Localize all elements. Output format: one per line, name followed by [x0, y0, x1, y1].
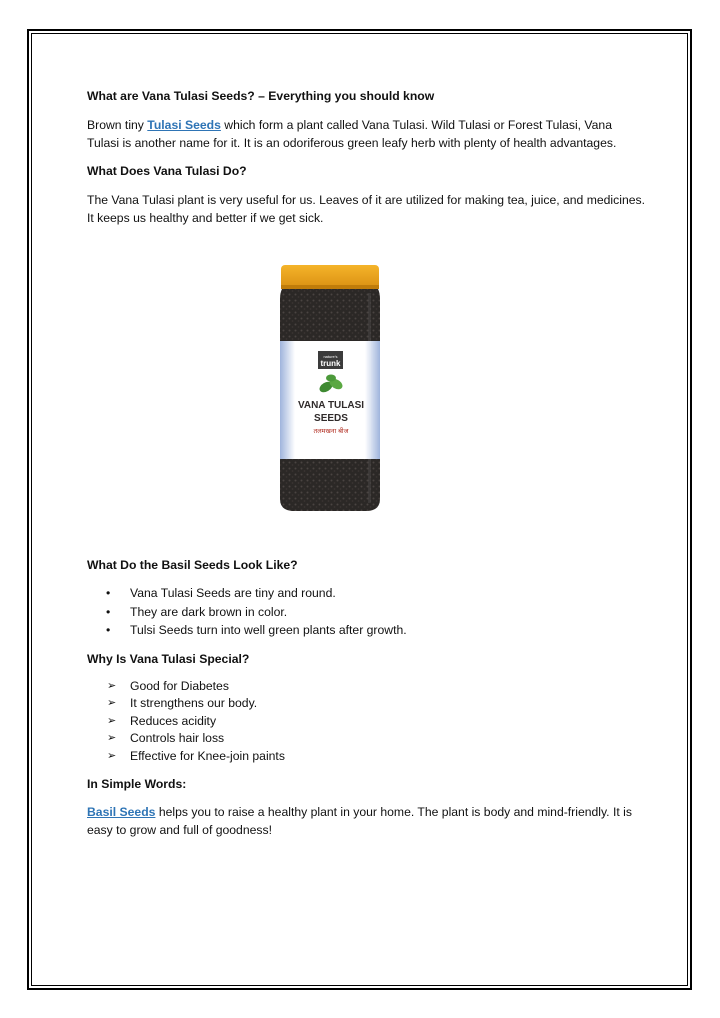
brand-small-text: nature's — [323, 354, 338, 359]
section-simple-heading: In Simple Words: — [87, 777, 187, 791]
tulasi-seeds-link[interactable]: Tulasi Seeds — [147, 118, 221, 132]
intro-paragraph — [87, 116, 647, 152]
page-title: What are Vana Tulasi Seeds? – Everything you should know — [87, 89, 435, 103]
bullet-icon: • — [106, 604, 111, 619]
label-line1: VANA TULASI — [297, 400, 365, 411]
document-body — [87, 87, 647, 227]
list-item: • They are dark brown in color. — [87, 603, 647, 622]
special-list — [87, 678, 647, 766]
look-list — [87, 584, 647, 640]
list-item: • Vana Tulasi Seeds are tiny and round. — [87, 584, 647, 603]
bullet-icon: • — [106, 586, 111, 600]
list-item: ➢ Good for Diabetes — [87, 678, 647, 696]
simple-text-after: helps you to raise a healthy plant in your home. The plant is body and mind-friendly. It is easy to grow and full of goodness! — [87, 805, 632, 837]
arrow-bullet-icon: ➢ — [107, 749, 117, 762]
section-simple-paragraph — [87, 803, 647, 839]
list-item: ➢ Controls hair loss — [87, 730, 647, 748]
arrow-bullet-icon: ➢ — [107, 732, 117, 744]
section-do-paragraph: The Vana Tulasi plant is very useful for us. Leaves of it are utilized for making tea, juice, and medicines. It keeps us healthy and better if we get sick. — [87, 193, 645, 225]
label-line2: SEEDS — [314, 413, 348, 424]
list-item: ➢ Effective for Knee-join paints — [87, 748, 647, 766]
brand-text: trunk — [320, 359, 341, 368]
basil-seeds-link[interactable]: Basil Seeds — [87, 805, 156, 819]
list-item: • Tulsi Seeds turn into well green plants after growth. — [87, 621, 647, 640]
arrow-bullet-icon: ➢ — [107, 679, 117, 692]
list-item: ➢ Reduces acidity — [87, 713, 647, 731]
product-jar-image — [276, 263, 384, 513]
intro-text-after: which form a plant called Vana Tulasi. Wild Tulasi or Forest Tulasi, Vana Tulasi is another name for it. It is an odoriferous green leafy herb with plenty of health advantages. — [87, 118, 617, 150]
list-item: ➢ It strengthens our body. — [87, 695, 647, 713]
lower-body — [87, 556, 647, 839]
arrow-bullet-icon: ➢ — [107, 697, 117, 709]
label-hindi: तलमखना बीज — [313, 427, 349, 435]
section-special-heading: Why Is Vana Tulasi Special? — [87, 651, 250, 666]
section-do-heading: What Does Vana Tulasi Do? — [87, 164, 247, 178]
arrow-bullet-icon: ➢ — [107, 714, 117, 727]
bullet-icon: • — [106, 623, 111, 637]
intro-text-before: Brown tiny — [87, 118, 148, 132]
section-look-heading: What Do the Basil Seeds Look Like? — [87, 558, 298, 572]
